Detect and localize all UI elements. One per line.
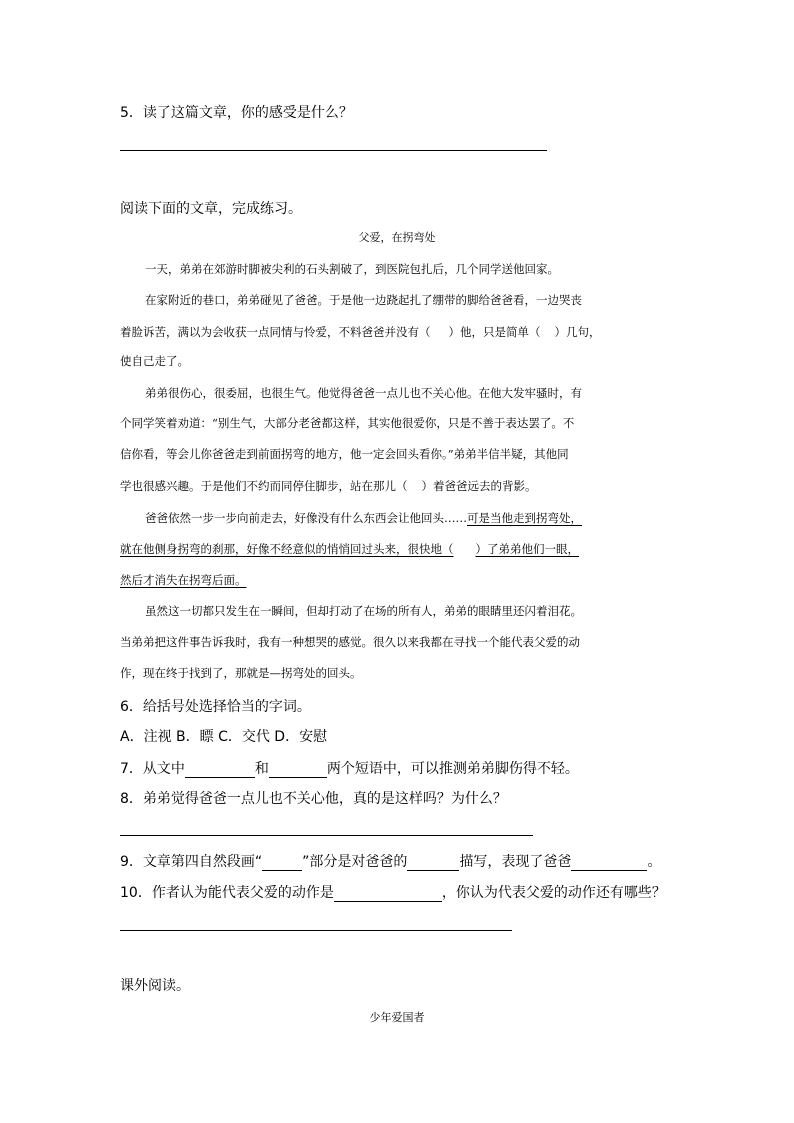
article-para-5-line-2: 当弟弟把这件事告诉我时，我有一种想哭的感觉。很久以来我都在寻找一个能代表父爱的动 [120, 635, 580, 649]
question-6-options: A．注视 B．瞟 C．交代 D．安慰 [120, 729, 328, 745]
question-5: 5．读了这篇文章，你的感受是什么？ [120, 105, 353, 121]
q10-text-b: ，你认为代表父爱的动作还有哪些？ [441, 885, 666, 901]
question-7 [120, 760, 579, 778]
q7-text-a: 7．从文中 [120, 761, 185, 777]
article-para-4-line-1 [145, 511, 582, 525]
para-4-text-a: 爸爸依然一步一步向前走去，好像没有什么东西会让他回头…… [145, 511, 467, 525]
article-para-3-line-4 [120, 479, 537, 493]
article-para-4-line-2 [120, 542, 579, 556]
q10-text-a: 10．作者认为能代表父爱的动作是 [120, 885, 334, 901]
article-title: 父爱，在拐弯处 [358, 231, 436, 244]
extracurricular-instruction: 课外阅读。 [120, 978, 190, 994]
para-2-text-c: ）几句， [554, 325, 601, 339]
question-10 [120, 884, 666, 902]
answer-line-8[interactable] [120, 835, 533, 836]
article-para-3-line-3: 信你看，等会儿你爸爸走到前面拐弯的地方，他一定会回头看你。”弟弟半信半疑，其他同 [120, 447, 569, 461]
article-para-5-line-1: 虽然这一切都只发生在一瞬间，但却打动了在场的所有人，弟弟的眼睛里还闪着泪花。 [145, 604, 582, 618]
question-8: 8．弟弟觉得爸爸一点儿也不关心他，真的是这样吗？为什么？ [120, 791, 507, 807]
article-para-2-line-1: 在家附近的巷口，弟弟碰见了爸爸。于是他一边跷起扎了绷带的脚给爸爸看，一边哭丧 [145, 293, 582, 307]
q7-blank-1[interactable] [185, 763, 255, 778]
q9-text-b: ”部分是对爸爸的 [302, 854, 408, 870]
q9-text-d: 。 [647, 854, 662, 870]
para-3-text-b: ）着爸爸远去的背影。 [421, 479, 537, 493]
next-article-title: 少年爱国者 [369, 1011, 425, 1024]
para-4-underlined-c: ）了弟弟他们一眼， [475, 542, 579, 556]
q7-text-b: 和 [254, 761, 269, 777]
article-para-4-line-3: 然后才消失在拐弯后面。 [120, 573, 247, 587]
q7-blank-2[interactable] [269, 763, 327, 778]
para-4-underlined-b: 就在他侧身拐弯的刹那，好像不经意似的悄悄回过头来，很快地（ [120, 542, 454, 556]
article-para-5-line-3: 作，现在终于找到了，那就是—拐弯处的回头。 [120, 666, 362, 680]
q9-blank-3[interactable] [571, 856, 647, 871]
article-para-2-line-3: 使自己走了。 [120, 354, 189, 368]
q9-text-a: 9．文章第四自然段画“ [120, 854, 263, 870]
article-para-1: 一天，弟弟在郊游时脚被尖利的石头割破了，到医院包扎后，几个同学送他回家。 [145, 262, 559, 276]
para-4-underlined-a: 可是当他走到拐弯处， [467, 511, 582, 525]
question-9 [120, 853, 661, 871]
reading-instruction: 阅读下面的文章，完成练习。 [120, 201, 302, 217]
para-2-text-a: 着脸诉苦，满以为会收获一点同情与怜爱，不料爸爸并没有（ [120, 325, 431, 339]
q9-blank-2[interactable] [407, 856, 459, 871]
article-para-3-line-2: 个同学笑着劝道：“别生气，大部分老爸都这样，其实他很爱你，只是不善于表达罢了。不 [120, 416, 575, 430]
q10-blank-1[interactable] [334, 887, 442, 902]
answer-line-10[interactable] [120, 930, 512, 931]
q9-blank-1[interactable] [262, 856, 302, 871]
article-para-2-line-2 [120, 325, 601, 339]
para-3-text-a: 学也很感兴趣。于是他们不约而同停住脚步，站在那儿（ [120, 479, 408, 493]
q7-text-c: 两个短语中，可以推测弟弟脚伤得不轻。 [326, 761, 579, 777]
answer-line-5[interactable] [120, 150, 547, 151]
q9-text-c: 描写，表现了爸爸 [459, 854, 572, 870]
para-2-text-b: ）他，只是简单（ [448, 325, 541, 339]
article-para-3-line-1: 弟弟很伤心，很委屈，也很生气。他觉得爸爸一点儿也不关心他。在他大发牢骚时，有 [145, 386, 582, 400]
question-6: 6．给括号处选择恰当的字词。 [120, 699, 311, 715]
